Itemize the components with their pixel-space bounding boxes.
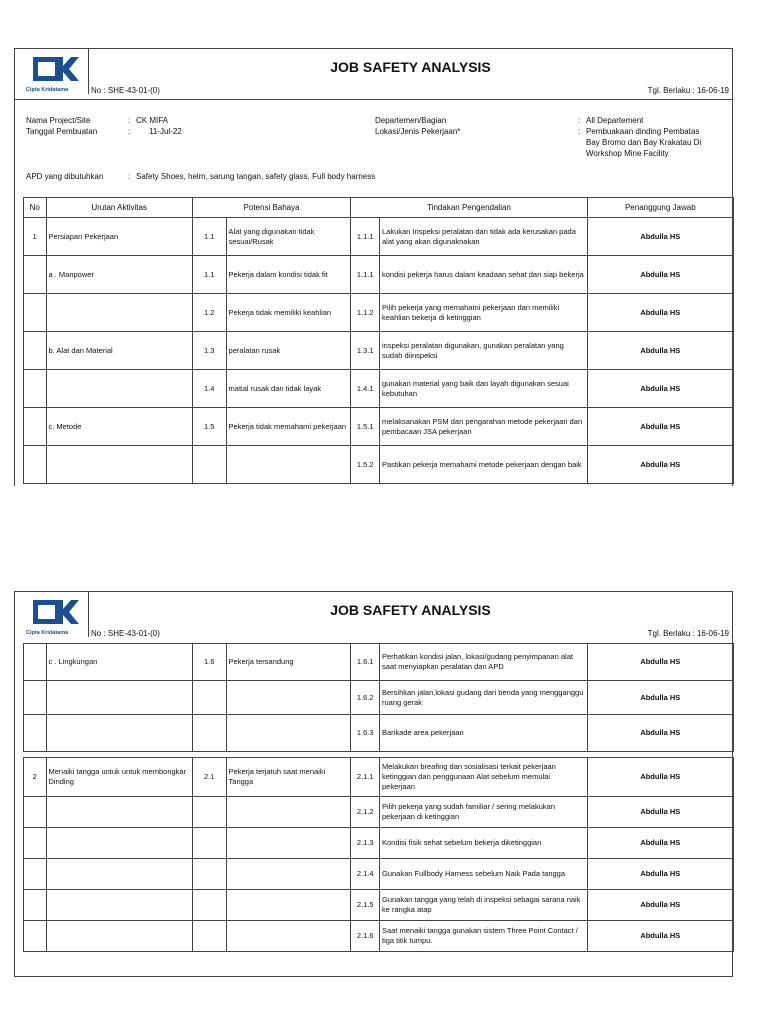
table-body-2 <box>24 644 734 952</box>
row-control: Saat menaiki tangga gunakan sistem Three Point Contact / tiga titik tumpu. <box>379 921 587 952</box>
row-hazard-no <box>192 828 226 859</box>
table-row <box>24 644 734 681</box>
table-row <box>24 218 734 256</box>
row-hazard: matial rusak dan tidak layak <box>226 370 351 408</box>
row-activity: c. Metode <box>46 408 192 446</box>
row-activity <box>46 294 192 332</box>
row-no <box>24 408 47 446</box>
table-row <box>24 408 734 446</box>
row-hazard-no: 1.4 <box>192 370 226 408</box>
project-label: Nama Project/Site <box>26 116 91 125</box>
col-header: Tindakan Pengendalian <box>351 198 587 218</box>
row-hazard-no: 1.2 <box>192 294 226 332</box>
row-control-no: 2.1.4 <box>351 859 380 890</box>
table-row <box>24 294 734 332</box>
row-hazard: Pekerja tidak memiliki keahlian <box>226 294 351 332</box>
row-hazard-no <box>192 921 226 952</box>
doc-title: JOB SAFETY ANALYSIS <box>330 59 491 75</box>
company-logo <box>15 49 89 94</box>
row-hazard-no <box>192 446 226 484</box>
row-control-no: 1.5.2 <box>351 446 380 484</box>
row-no <box>24 859 47 890</box>
table-row <box>24 332 734 370</box>
row-pic: Abdulla HS <box>587 332 733 370</box>
row-hazard: Alat yang digunakan tidak sesuai/Rusak <box>226 218 351 256</box>
row-control: Perhatikan kondisi jalan, lokasi/gudang penyimpanan alat saat menyiapkan peralatan dan APD <box>379 644 587 681</box>
row-no <box>24 828 47 859</box>
row-activity <box>46 797 192 828</box>
row-pic: Abdulla HS <box>587 408 733 446</box>
row-hazard: Pekerja tidak memahami pekerjaan <box>226 408 351 446</box>
row-control-no: 1.1.2 <box>351 294 380 332</box>
colon: : <box>128 116 131 125</box>
row-hazard-no: 1.5 <box>192 408 226 446</box>
row-hazard-no <box>192 681 226 715</box>
row-activity <box>46 828 192 859</box>
logo-sub-text: Cipta Kridatama <box>26 630 69 636</box>
row-activity <box>46 446 192 484</box>
row-hazard-no: 1.1 <box>192 256 226 294</box>
row-hazard-no <box>192 797 226 828</box>
col-header: No <box>24 198 47 218</box>
row-hazard: Pekerja terjatuh saat menaiki Tangga <box>226 758 351 797</box>
row-activity: c . Lingkungan <box>46 644 192 681</box>
row-control-no: 1.1.1 <box>351 218 380 256</box>
header-divider <box>15 99 732 100</box>
row-no <box>24 446 47 484</box>
row-control: Pastikan pekerja memahami metode pekerjaan dengan baik <box>379 446 587 484</box>
row-pic: Abdulla HS <box>587 890 733 921</box>
row-control: Pilih pekerja yang memahami pekerjaan dan memiliki keahlian bekerja di ketinggian <box>379 294 587 332</box>
table-row <box>24 797 734 828</box>
row-no: 1 <box>24 218 47 256</box>
row-control: Gunakan tangga yang telah di inspeksi sebagai sarana naik ke rangka atap <box>379 890 587 921</box>
row-hazard <box>226 859 351 890</box>
row-control: Kondisi fisik sehat sebelum bekerja diketinggian <box>379 828 587 859</box>
row-activity <box>46 715 192 752</box>
row-hazard-no: 1.1 <box>192 218 226 256</box>
loc-label: Lokasi/Jenis Pekerjaan* <box>375 127 461 136</box>
row-control-no: 1.1.1 <box>351 256 380 294</box>
row-pic: Abdulla HS <box>587 828 733 859</box>
row-no <box>24 681 47 715</box>
apd-label: APD yang dibutuhkan <box>26 172 104 181</box>
logo-sub-text: Cipta Kridatama <box>26 87 69 93</box>
row-no <box>24 715 47 752</box>
row-control-no: 2.1.5 <box>351 890 380 921</box>
row-control-no: 2.1.6 <box>351 921 380 952</box>
dept-label: Departemen/Bagian <box>375 116 447 125</box>
ck-logo-icon <box>15 49 88 94</box>
row-hazard-no <box>192 890 226 921</box>
row-pic: Abdulla HS <box>587 715 733 752</box>
row-control-no: 1.6.2 <box>351 681 380 715</box>
table-row <box>24 859 734 890</box>
row-control: kondisi pekerja harus dalam keadaan sehat dan siap bekerja <box>379 256 587 294</box>
jsa-page-1 <box>14 48 733 486</box>
table-row <box>24 681 734 715</box>
jsa-table-1 <box>23 197 734 484</box>
doc-number: No : SHE-43-01-(0) <box>91 629 160 638</box>
row-hazard <box>226 681 351 715</box>
row-no <box>24 256 47 294</box>
row-control-no: 1.5.1 <box>351 408 380 446</box>
ck-logo-icon <box>15 592 88 637</box>
row-pic: Abdulla HS <box>587 797 733 828</box>
row-control: Melakukan breafing dan sosialisasi terkait pekerjaan ketinggian dan penggunaan Alat sebelum memulai pekerjaan <box>379 758 587 797</box>
row-activity: a . Manpower <box>46 256 192 294</box>
row-no <box>24 797 47 828</box>
table-header-row <box>24 198 734 218</box>
jsa-page-2 <box>14 591 733 977</box>
row-no <box>24 332 47 370</box>
table-body-1 <box>24 218 734 484</box>
colon: : <box>578 127 581 136</box>
row-pic: Abdulla HS <box>587 256 733 294</box>
row-control: melaksanakan PSM dan pengarahan metode pekerjaan dan pembacaan JSA pekerjaan <box>379 408 587 446</box>
colon: : <box>128 172 131 181</box>
row-no <box>24 370 47 408</box>
table-row <box>24 256 734 294</box>
row-pic: Abdulla HS <box>587 644 733 681</box>
row-hazard <box>226 446 351 484</box>
col-header: Urutan Aktivitas <box>46 198 192 218</box>
row-control: Pilih pekerja yang sudah familiar / sering melakukan pekerjaan di ketinggian <box>379 797 587 828</box>
company-logo <box>15 592 89 637</box>
row-control: Bersihkan jalan,lokasi gudang dari benda yang mengganggu ruang gerak <box>379 681 587 715</box>
row-activity <box>46 859 192 890</box>
row-hazard: Pekerja tersandung <box>226 644 351 681</box>
col-header: Potensi Bahaya <box>192 198 351 218</box>
row-control: Barikade area pekerjaan <box>379 715 587 752</box>
row-pic: Abdulla HS <box>587 859 733 890</box>
row-control: gunakan material yang baik dan layah digunakan sesuai kebutuhan <box>379 370 587 408</box>
row-hazard <box>226 797 351 828</box>
project-value: CK MIFA <box>136 116 169 125</box>
row-control-no: 2.1.2 <box>351 797 380 828</box>
row-control-no: 2.1.3 <box>351 828 380 859</box>
row-control-no: 1.6.1 <box>351 644 380 681</box>
row-activity <box>46 681 192 715</box>
table-row <box>24 446 734 484</box>
jsa-table-2 <box>23 643 734 952</box>
row-hazard-no <box>192 859 226 890</box>
row-hazard <box>226 921 351 952</box>
row-no: 2 <box>24 758 47 797</box>
row-activity <box>46 370 192 408</box>
row-control-no: 1.6.3 <box>351 715 380 752</box>
row-activity <box>46 921 192 952</box>
table-row <box>24 921 734 952</box>
loc-value: Bay Bromo dan Bay Krakatau Di <box>586 138 702 147</box>
row-pic: Abdulla HS <box>587 681 733 715</box>
row-pic: Abdulla HS <box>587 758 733 797</box>
doc-title: JOB SAFETY ANALYSIS <box>330 602 491 618</box>
row-pic: Abdulla HS <box>587 370 733 408</box>
date-label: Tanggal Pembuatan <box>26 127 98 136</box>
row-no <box>24 644 47 681</box>
row-control-no: 2.1.1 <box>351 758 380 797</box>
row-pic: Abdulla HS <box>587 294 733 332</box>
loc-value: Workshop Mine Facility <box>586 149 669 158</box>
table-row <box>24 828 734 859</box>
row-activity: b. Alat dan Material <box>46 332 192 370</box>
doc-date: Tgl. Berlaku : 16-06-19 <box>647 86 729 95</box>
row-hazard <box>226 890 351 921</box>
row-hazard-no: 1.6 <box>192 644 226 681</box>
row-control: Lakukan Inspeksi peralatan dan tidak ada kerusakan pada alat yang akan digunaknakan <box>379 218 587 256</box>
row-activity <box>46 890 192 921</box>
table-row <box>24 715 734 752</box>
colon: : <box>128 127 131 136</box>
doc-number: No : SHE-43-01-(0) <box>91 86 160 95</box>
table-row <box>24 370 734 408</box>
row-hazard <box>226 715 351 752</box>
row-control-no: 1.3.1 <box>351 332 380 370</box>
row-hazard-no: 2.1 <box>192 758 226 797</box>
row-no <box>24 921 47 952</box>
row-hazard: peralatan rusak <box>226 332 351 370</box>
row-no <box>24 294 47 332</box>
row-control: inspeksi peralatan digunakan, gunakan peralatan yang sudah diinspeksi <box>379 332 587 370</box>
row-pic: Abdulla HS <box>587 921 733 952</box>
col-header: Penanggung Jawab <box>587 198 733 218</box>
dept-value: All Departement <box>586 116 644 125</box>
row-hazard-no: 1.3 <box>192 332 226 370</box>
date-value: 11-Jul-22 <box>149 127 182 136</box>
row-hazard: Pekerja dalam kondisi tidak fit <box>226 256 351 294</box>
row-pic: Abdulla HS <box>587 218 733 256</box>
row-pic: Abdulla HS <box>587 446 733 484</box>
apd-value: Safety Shoes, helm, sarung tangan, safety glass, Full body harness <box>136 172 376 181</box>
row-hazard-no <box>192 715 226 752</box>
row-activity: Persiapan Pekerjaan <box>46 218 192 256</box>
table-row <box>24 890 734 921</box>
colon: : <box>578 116 581 125</box>
loc-value: Pembuakaan dinding Pembatas <box>586 127 700 136</box>
row-control-no: 1.4.1 <box>351 370 380 408</box>
row-activity: Menaiki tangga untuk untuk membongkar Dinding <box>46 758 192 797</box>
row-hazard <box>226 828 351 859</box>
doc-date: Tgl. Berlaku : 16-06-19 <box>647 629 729 638</box>
row-control: Gunakan Fullbody Harness sebelum Naik Pada tangga <box>379 859 587 890</box>
row-no <box>24 890 47 921</box>
table-row <box>24 758 734 797</box>
